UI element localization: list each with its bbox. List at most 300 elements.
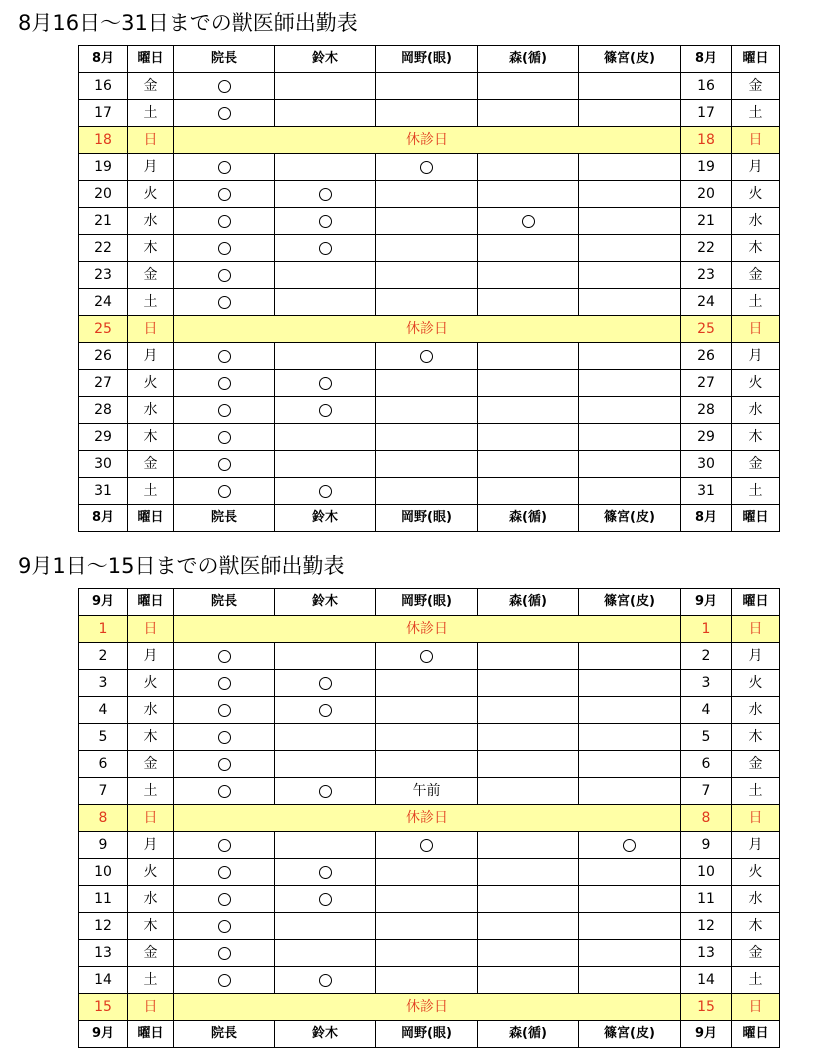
weekday-cell: 水	[128, 397, 174, 424]
shift-cell	[174, 478, 275, 505]
weekday-cell: 金	[732, 451, 780, 478]
column-header: 鈴木	[275, 589, 376, 616]
column-header: 鈴木	[275, 46, 376, 73]
shift-cell	[579, 670, 681, 697]
date-cell: 11	[681, 886, 732, 913]
weekday-cell: 火	[128, 370, 174, 397]
date-cell: 20	[79, 181, 128, 208]
weekday-cell: 月	[732, 643, 780, 670]
date-cell: 15	[681, 994, 732, 1021]
header-row-top	[79, 589, 780, 616]
weekday-cell: 木	[732, 235, 780, 262]
on-duty-circle-icon	[218, 404, 231, 417]
shift-cell	[275, 940, 376, 967]
weekday-cell: 金	[732, 940, 780, 967]
column-header: 9月	[681, 1021, 732, 1048]
weekday-cell: 土	[732, 967, 780, 994]
table-row	[79, 859, 780, 886]
shift-cell	[478, 289, 579, 316]
on-duty-circle-icon	[218, 947, 231, 960]
shift-cell	[376, 100, 478, 127]
weekday-cell: 水	[732, 697, 780, 724]
weekday-cell: 土	[128, 289, 174, 316]
shift-cell	[478, 886, 579, 913]
shift-cell	[275, 886, 376, 913]
date-cell: 12	[681, 913, 732, 940]
table-row	[79, 262, 780, 289]
shift-cell	[478, 181, 579, 208]
shift-cell	[376, 289, 478, 316]
header-row-bottom	[79, 505, 780, 532]
weekday-cell: 木	[128, 424, 174, 451]
weekday-cell: 木	[732, 724, 780, 751]
schedule-title-september: 9月1日〜15日までの獣医師出勤表	[18, 554, 345, 578]
schedule-title-august: 8月16日〜31日までの獣医師出勤表	[18, 11, 358, 35]
on-duty-circle-icon	[319, 188, 332, 201]
shift-cell	[174, 724, 275, 751]
date-cell: 10	[681, 859, 732, 886]
shift-cell	[579, 913, 681, 940]
shift-cell	[579, 697, 681, 724]
on-duty-circle-icon	[319, 785, 332, 798]
shift-cell	[174, 181, 275, 208]
date-cell: 23	[79, 262, 128, 289]
date-cell: 5	[79, 724, 128, 751]
column-header: 9月	[79, 589, 128, 616]
shift-cell	[174, 697, 275, 724]
shift-cell	[376, 859, 478, 886]
date-cell: 2	[79, 643, 128, 670]
weekday-cell: 土	[128, 100, 174, 127]
shift-cell	[174, 289, 275, 316]
shift-cell	[275, 451, 376, 478]
shift-cell	[376, 397, 478, 424]
shift-cell	[275, 370, 376, 397]
column-header: 曜日	[128, 46, 174, 73]
shift-cell	[275, 262, 376, 289]
shift-cell	[174, 940, 275, 967]
shift-cell	[478, 235, 579, 262]
shift-cell	[275, 154, 376, 181]
weekday-cell: 火	[128, 859, 174, 886]
date-cell: 22	[79, 235, 128, 262]
column-header: 岡野(眼)	[376, 46, 478, 73]
date-cell: 4	[79, 697, 128, 724]
shift-cell	[174, 343, 275, 370]
column-header: 篠宮(皮)	[579, 505, 681, 532]
table-row	[79, 424, 780, 451]
date-cell: 14	[681, 967, 732, 994]
on-duty-circle-icon	[218, 677, 231, 690]
on-duty-circle-icon	[319, 677, 332, 690]
column-header: 岡野(眼)	[376, 505, 478, 532]
on-duty-circle-icon	[319, 704, 332, 717]
shift-cell	[478, 100, 579, 127]
date-cell: 9	[79, 832, 128, 859]
weekday-cell: 金	[128, 451, 174, 478]
shift-cell	[478, 370, 579, 397]
weekday-cell: 日	[128, 127, 174, 154]
date-cell: 21	[681, 208, 732, 235]
on-duty-circle-icon	[218, 269, 231, 282]
shift-cell	[376, 370, 478, 397]
shift-cell	[376, 751, 478, 778]
table-row	[79, 100, 780, 127]
on-duty-circle-icon	[319, 485, 332, 498]
holiday-row	[79, 994, 780, 1021]
shift-cell	[376, 940, 478, 967]
date-cell: 4	[681, 697, 732, 724]
date-cell: 31	[79, 478, 128, 505]
on-duty-circle-icon	[218, 215, 231, 228]
date-cell: 7	[79, 778, 128, 805]
shift-cell	[376, 424, 478, 451]
on-duty-circle-icon	[218, 377, 231, 390]
date-cell: 28	[681, 397, 732, 424]
table-row	[79, 73, 780, 100]
date-cell: 13	[681, 940, 732, 967]
table-row	[79, 343, 780, 370]
shift-cell	[579, 100, 681, 127]
table-row	[79, 940, 780, 967]
shift-cell	[478, 859, 579, 886]
shift-cell	[174, 370, 275, 397]
shift-cell	[478, 397, 579, 424]
schedule-table-august	[78, 45, 780, 532]
weekday-cell: 土	[732, 778, 780, 805]
date-cell: 17	[79, 100, 128, 127]
shift-cell	[376, 886, 478, 913]
shift-cell	[174, 451, 275, 478]
date-cell: 22	[681, 235, 732, 262]
on-duty-circle-icon	[420, 650, 433, 663]
shift-cell	[376, 643, 478, 670]
weekday-cell: 日	[128, 994, 174, 1021]
shift-cell	[376, 451, 478, 478]
header-row-bottom	[79, 1021, 780, 1048]
shift-cell	[376, 73, 478, 100]
on-duty-circle-icon	[623, 839, 636, 852]
shift-cell	[376, 235, 478, 262]
table-row	[79, 967, 780, 994]
column-header: 院長	[174, 589, 275, 616]
weekday-cell: 日	[128, 805, 174, 832]
weekday-cell: 月	[128, 343, 174, 370]
weekday-cell: 土	[732, 289, 780, 316]
shift-cell	[275, 643, 376, 670]
weekday-cell: 金	[732, 262, 780, 289]
date-cell: 29	[681, 424, 732, 451]
table-row	[79, 778, 780, 805]
on-duty-circle-icon	[218, 893, 231, 906]
table-row	[79, 832, 780, 859]
date-cell: 23	[681, 262, 732, 289]
shift-cell	[174, 208, 275, 235]
column-header: 篠宮(皮)	[579, 46, 681, 73]
weekday-cell: 火	[128, 670, 174, 697]
shift-cell	[174, 886, 275, 913]
shift-cell	[478, 832, 579, 859]
shift-cell	[275, 697, 376, 724]
weekday-cell: 月	[128, 832, 174, 859]
on-duty-circle-icon	[319, 404, 332, 417]
column-header: 8月	[681, 46, 732, 73]
closed-label: 休診日	[174, 127, 681, 154]
shift-cell	[174, 967, 275, 994]
on-duty-circle-icon	[319, 974, 332, 987]
shift-cell	[478, 967, 579, 994]
column-header: 曜日	[732, 505, 780, 532]
shift-cell	[478, 208, 579, 235]
table-row	[79, 886, 780, 913]
date-cell: 15	[79, 994, 128, 1021]
shift-cell	[579, 967, 681, 994]
shift-cell	[174, 778, 275, 805]
shift-cell	[478, 478, 579, 505]
shift-cell	[376, 208, 478, 235]
on-duty-circle-icon	[218, 350, 231, 363]
on-duty-circle-icon	[522, 215, 535, 228]
date-cell: 3	[79, 670, 128, 697]
shift-cell	[174, 154, 275, 181]
weekday-cell: 金	[732, 73, 780, 100]
shift-cell	[376, 967, 478, 994]
date-cell: 6	[681, 751, 732, 778]
weekday-cell: 木	[128, 913, 174, 940]
holiday-row	[79, 316, 780, 343]
weekday-cell: 日	[732, 127, 780, 154]
shift-cell	[376, 913, 478, 940]
shift-cell	[478, 913, 579, 940]
shift-cell	[579, 154, 681, 181]
shift-cell	[478, 262, 579, 289]
table-row	[79, 235, 780, 262]
column-header: 院長	[174, 46, 275, 73]
shift-cell	[376, 724, 478, 751]
date-cell: 13	[79, 940, 128, 967]
shift-cell	[275, 724, 376, 751]
table-row	[79, 154, 780, 181]
shift-cell	[275, 967, 376, 994]
closed-label: 休診日	[174, 316, 681, 343]
weekday-cell: 火	[732, 370, 780, 397]
shift-cell	[478, 724, 579, 751]
column-header: 曜日	[732, 1021, 780, 1048]
column-header: 篠宮(皮)	[579, 1021, 681, 1048]
shift-cell	[275, 751, 376, 778]
date-cell: 2	[681, 643, 732, 670]
holiday-row	[79, 616, 780, 643]
table-row	[79, 397, 780, 424]
weekday-cell: 火	[128, 181, 174, 208]
date-cell: 10	[79, 859, 128, 886]
weekday-cell: 金	[128, 940, 174, 967]
date-cell: 8	[79, 805, 128, 832]
column-header: 8月	[79, 46, 128, 73]
on-duty-circle-icon	[218, 431, 231, 444]
column-header: 森(循)	[478, 46, 579, 73]
on-duty-circle-icon	[218, 161, 231, 174]
shift-cell	[275, 397, 376, 424]
table-row	[79, 181, 780, 208]
shift-cell	[275, 343, 376, 370]
date-cell: 1	[79, 616, 128, 643]
table-row	[79, 913, 780, 940]
weekday-cell: 金	[128, 262, 174, 289]
shift-cell	[275, 208, 376, 235]
on-duty-circle-icon	[218, 920, 231, 933]
shift-cell	[275, 859, 376, 886]
on-duty-circle-icon	[218, 785, 231, 798]
weekday-cell: 水	[732, 886, 780, 913]
on-duty-circle-icon	[218, 458, 231, 471]
weekday-cell: 月	[128, 643, 174, 670]
date-cell: 3	[681, 670, 732, 697]
shift-cell	[478, 697, 579, 724]
date-cell: 29	[79, 424, 128, 451]
on-duty-circle-icon	[218, 650, 231, 663]
column-header: 院長	[174, 1021, 275, 1048]
column-header: 鈴木	[275, 1021, 376, 1048]
shift-cell	[376, 154, 478, 181]
weekday-cell: 月	[732, 832, 780, 859]
weekday-cell: 水	[128, 208, 174, 235]
table-row	[79, 289, 780, 316]
column-header: 岡野(眼)	[376, 1021, 478, 1048]
closed-label: 休診日	[174, 616, 681, 643]
weekday-cell: 土	[128, 778, 174, 805]
shift-cell	[579, 424, 681, 451]
date-cell: 18	[79, 127, 128, 154]
shift-cell	[376, 832, 478, 859]
on-duty-circle-icon	[218, 485, 231, 498]
column-header: 曜日	[128, 1021, 174, 1048]
date-cell: 6	[79, 751, 128, 778]
table-row	[79, 643, 780, 670]
table-row	[79, 370, 780, 397]
shift-cell	[174, 643, 275, 670]
shift-cell	[376, 181, 478, 208]
on-duty-circle-icon	[218, 80, 231, 93]
shift-cell	[174, 397, 275, 424]
shift-cell	[579, 778, 681, 805]
date-cell: 21	[79, 208, 128, 235]
shift-cell	[174, 100, 275, 127]
shift-cell	[579, 208, 681, 235]
weekday-cell: 土	[732, 100, 780, 127]
weekday-cell: 月	[732, 154, 780, 181]
on-duty-circle-icon	[218, 704, 231, 717]
closed-label: 休診日	[174, 805, 681, 832]
shift-cell	[376, 478, 478, 505]
weekday-cell: 金	[732, 751, 780, 778]
on-duty-circle-icon	[420, 839, 433, 852]
shift-cell	[174, 832, 275, 859]
weekday-cell: 日	[128, 616, 174, 643]
shift-cell	[275, 235, 376, 262]
shift-cell	[376, 697, 478, 724]
date-cell: 16	[79, 73, 128, 100]
on-duty-circle-icon	[319, 242, 332, 255]
shift-cell	[174, 235, 275, 262]
column-header: 鈴木	[275, 505, 376, 532]
shift-cell	[579, 478, 681, 505]
weekday-cell: 水	[128, 886, 174, 913]
table-row	[79, 751, 780, 778]
shift-cell	[579, 343, 681, 370]
weekday-cell: 土	[128, 967, 174, 994]
date-cell: 11	[79, 886, 128, 913]
weekday-cell: 火	[732, 859, 780, 886]
shift-cell	[579, 181, 681, 208]
weekday-cell: 水	[732, 397, 780, 424]
shift-cell	[275, 778, 376, 805]
date-cell: 28	[79, 397, 128, 424]
on-duty-circle-icon	[420, 161, 433, 174]
on-duty-circle-icon	[319, 893, 332, 906]
column-header: 森(循)	[478, 1021, 579, 1048]
shift-cell: 午前	[376, 778, 478, 805]
date-cell: 20	[681, 181, 732, 208]
schedule-table-september	[78, 588, 780, 1048]
date-cell: 19	[79, 154, 128, 181]
shift-cell	[579, 643, 681, 670]
date-cell: 8	[681, 805, 732, 832]
shift-cell	[478, 451, 579, 478]
date-cell: 18	[681, 127, 732, 154]
shift-cell	[478, 343, 579, 370]
shift-cell	[478, 751, 579, 778]
shift-cell	[579, 832, 681, 859]
weekday-cell: 土	[128, 478, 174, 505]
weekday-cell: 月	[128, 154, 174, 181]
table-row	[79, 697, 780, 724]
date-cell: 19	[681, 154, 732, 181]
date-cell: 5	[681, 724, 732, 751]
column-header: 曜日	[128, 505, 174, 532]
header-row-top	[79, 46, 780, 73]
table-row	[79, 478, 780, 505]
on-duty-circle-icon	[319, 377, 332, 390]
date-cell: 26	[681, 343, 732, 370]
date-cell: 25	[79, 316, 128, 343]
weekday-cell: 日	[128, 316, 174, 343]
shift-cell	[174, 73, 275, 100]
on-duty-circle-icon	[319, 866, 332, 879]
weekday-cell: 日	[732, 316, 780, 343]
table-row	[79, 451, 780, 478]
shift-cell	[478, 940, 579, 967]
weekday-cell: 木	[128, 235, 174, 262]
shift-cell	[275, 289, 376, 316]
weekday-cell: 金	[128, 751, 174, 778]
shift-cell	[579, 940, 681, 967]
shift-cell	[275, 424, 376, 451]
holiday-row	[79, 127, 780, 154]
date-cell: 1	[681, 616, 732, 643]
date-cell: 12	[79, 913, 128, 940]
shift-cell	[275, 913, 376, 940]
shift-cell	[174, 670, 275, 697]
weekday-cell: 水	[128, 697, 174, 724]
column-header: 曜日	[732, 589, 780, 616]
column-header: 9月	[79, 1021, 128, 1048]
column-header: 院長	[174, 505, 275, 532]
shift-cell	[579, 73, 681, 100]
shift-cell	[174, 913, 275, 940]
column-header: 岡野(眼)	[376, 589, 478, 616]
shift-cell	[478, 670, 579, 697]
